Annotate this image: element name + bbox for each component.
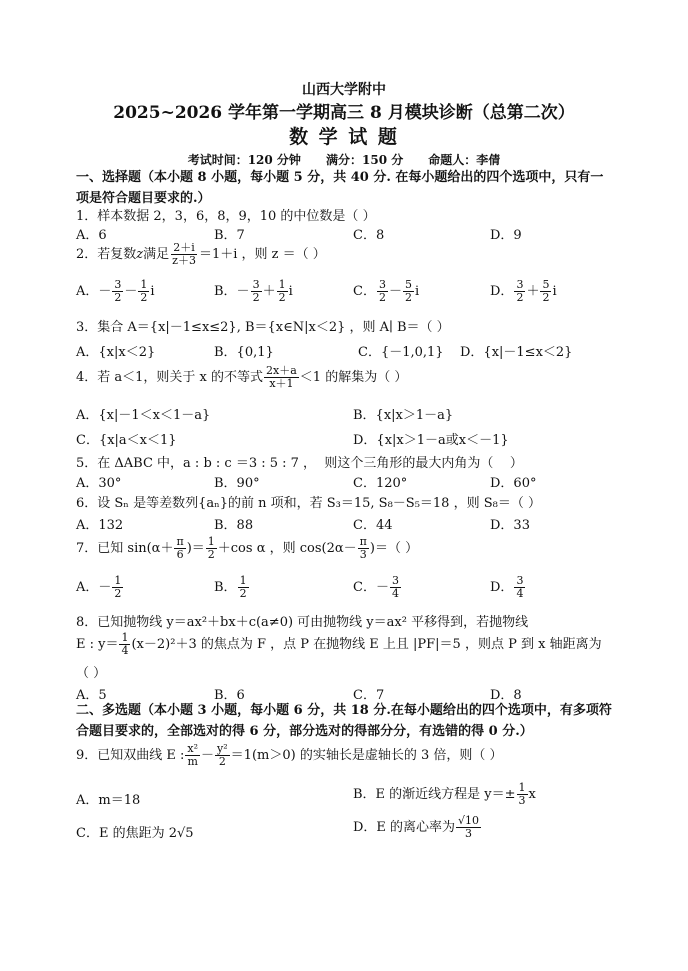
question-7-option-b: B． $\frac{1}{2}$ [214,574,247,600]
question-6-stem: 6．设 Sₙ 是等差数列{aₙ}的前 n 项和，若 S₃＝15, S₈－S₅＝18 ，则 S₈＝（ ） [76,496,541,511]
question-7-option-a: A．－ $\frac{1}{2}$ [76,574,122,600]
question-1-option-c: C．8 [353,228,385,243]
question-6-option-d: D．33 [490,518,530,533]
question-2-option-b: B．－ $\frac{3}{2}$ ＋ $\frac{1}{2}$ i [214,278,293,304]
question-3-stem: 3．集合 A＝{x|－1≤x≤2}, B＝{x∈N|x＜2} ，则 A∣ B＝（ ） [76,320,450,335]
question-9-option-a: A．m＝18 [76,793,141,808]
question-8-option-c: C．7 [353,688,385,703]
question-5-stem: 5．在 ΔABC 中，a : b : c ＝3 : 5 : 7 ， 则这个三角形的最大内角为（ ） [76,456,523,471]
question-6-option-a: A．132 [76,518,124,533]
subject-title: 数 学 试 题 [289,126,399,148]
question-4-option-d: D．{x|x＞1－a或x＜－1} [353,433,509,448]
school-name: 山西大学附中 [302,82,386,98]
question-8-option-d: D．8 [490,688,522,703]
question-4-option-c: C．{x|a＜x＜1} [76,433,177,448]
question-5-option-d: D．60° [490,476,537,491]
exam-title: 2025~2026 学年第一学期高三 8 月模块诊断（总第二次） [113,103,575,123]
fraction: $\frac{2x+a}{x+1}$ [266,364,297,390]
question-9-option-d: D．E 的离心率为 $\frac{√10}{3}$ [353,814,480,840]
question-1-option-b: B．7 [214,228,245,243]
question-7-option-d: D． $\frac{3}{4}$ [490,574,524,600]
question-4-option-b: B．{x|x＞1－a} [353,408,454,423]
question-6-option-b: B．88 [214,518,254,533]
question-8-option-a: A．5 [76,688,107,703]
fraction: $\frac{2+i}{z+3}$ [172,241,196,267]
question-3-option-c: C．{－1,0,1} [358,345,444,360]
question-9-option-c: C．E 的焦距为 2√5 [76,826,194,841]
question-3-option-a: A．{x|x＜2} [76,345,156,360]
section-two-intro: 二、多选题（本小题 3 小题，每小题 6 分，共 18 分.在每小题给出的四个选项中，有多项符合题目要求的，全部选对的得 6 分，部分选对的得部分分，有选错的得 0 分.） [76,703,612,739]
question-4-stem: 4．若 a＜1，则关于 x 的不等式 $\frac{2x+a}{x+1}$ ＜1 的解集为（ ） [76,364,408,390]
question-8-option-b: B．6 [214,688,245,703]
question-1-option-a: A．6 [76,228,107,243]
question-2-option-d: D． $\frac{3}{2}$ ＋ $\frac{5}{2}$ i [490,278,557,304]
question-1-option-d: D．9 [490,228,522,243]
question-9-stem: 9．已知双曲线 E : $\frac{\text{x²}}{m}$ － $\frac{\text{y²}}{2}$ ＝1(m＞0) 的实轴长是虚轴长的 3 倍，则（ ） [76,742,503,768]
question-8-line-3: （ ） [76,666,107,681]
section-one-intro: 一、选择题（本小题 8 小题，每小题 5 分，共 40 分. 在每小题给出的四个选项中，只有一项是符合题目要求的.） [76,170,604,206]
question-3-option-d: D．{x|－1≤x＜2} [460,345,573,360]
question-2-stem: 2．若复数z满足 $\frac{2+i}{z+3}$ ＝1＋i ，则 z ＝（ ） [76,241,326,267]
question-8-line-1: 8．已知抛物线 y＝ax²＋bx＋c(a≠0) 可由抛物线 y＝ax² 平移得到，若抛物线 [76,615,529,630]
question-1-stem: 1．样本数据 2，3，6，8，9，10 的中位数是（ ） [76,209,376,224]
question-4-option-a: A．{x|－1＜x＜1－a} [76,408,211,423]
question-3-option-b: B．{0,1} [214,345,274,360]
question-2-option-c: C． $\frac{3}{2}$ － $\frac{5}{2}$ i [353,278,420,304]
question-5-option-b: B．90° [214,476,260,491]
question-8-line-2: E : y＝ $\frac{1}{4}$ (x－2)²＋3 的焦点为 F ，点 P 在抛物线 E 上且 |PF|＝5 ，则点 P 到 x 轴距离为 [76,631,602,657]
question-9-option-b: B．E 的渐近线方程是 y＝± $\frac{1}{3}$ x [353,781,536,807]
exam-meta: 考试时间：120 分钟 满分：150 分 命题人：李倩 [187,153,501,167]
question-5-option-a: A．30° [76,476,122,491]
question-5-option-c: C．120° [353,476,408,491]
question-7-option-c: C．－ $\frac{3}{4}$ [353,574,399,600]
question-6-option-c: C．44 [353,518,393,533]
question-7-stem: 7．已知 sin(α＋ $\frac{\pi}{6}$ )＝ $\frac{1}{2}$ ＋cos α ，则 cos(2α－ $\frac{\pi}{3}$ )＝（ ） [76,535,419,561]
question-2-option-a: A．－ $\frac{3}{2}$ － $\frac{1}{2}$ i [76,278,155,304]
